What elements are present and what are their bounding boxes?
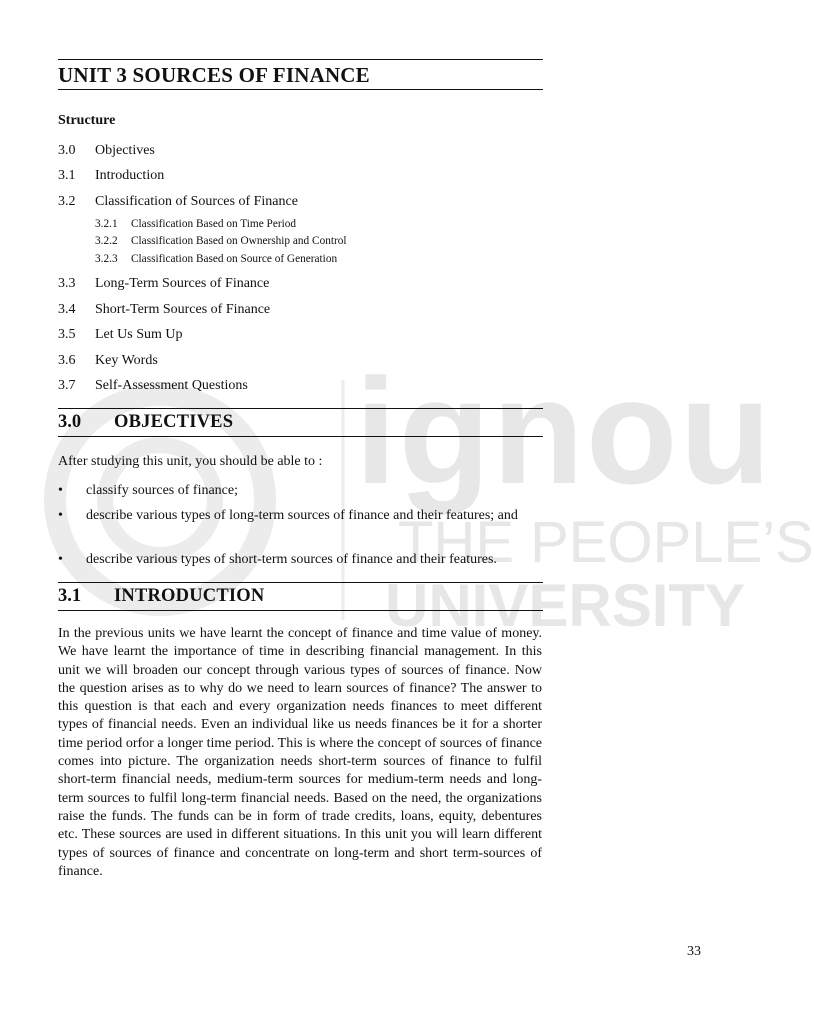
bullet-icon: • (58, 552, 63, 567)
toc-subitem-label: Classification Based on Ownership and Control (131, 235, 347, 247)
objectives-top-rule (58, 408, 543, 409)
unit-title: UNIT 3 SOURCES OF FINANCE (58, 63, 370, 87)
toc-item-number: 3.2 (58, 194, 76, 209)
toc-item-label: Objectives (95, 143, 155, 158)
bullet-icon: • (58, 508, 63, 523)
section-number: 3.0 (58, 412, 82, 432)
toc-subitem-number: 3.2.2 (95, 235, 118, 247)
toc-subitem-label: Classification Based on Source of Generation (131, 253, 338, 265)
toc-subitem-number: 3.2.1 (95, 218, 118, 230)
toc-item-label: Introduction (95, 168, 165, 183)
watermark-line2: UNIVERSITY (385, 572, 746, 639)
bullet-text: describe various types of long-term sources of finance and their features; and (86, 508, 518, 523)
structure-heading: Structure (58, 113, 116, 128)
objectives-intro: After studying this unit, you should be able to : (58, 454, 323, 469)
toc-item-label: Short-Term Sources of Finance (95, 302, 271, 317)
toc-item-label: Key Words (95, 353, 158, 368)
toc-subitem-label: Classification Based on Time Period (131, 218, 297, 230)
bullet-text: describe various types of short-term sources of finance and their features. (86, 552, 497, 567)
title-bottom-rule (58, 89, 543, 90)
toc-item-number: 3.3 (58, 276, 76, 291)
watermark-word: ignou (355, 347, 774, 515)
bullet-icon: • (58, 483, 63, 498)
section-number: 3.1 (58, 586, 82, 606)
watermark-line1: THE PEOPLE’S (398, 510, 814, 575)
introduction-bottom-rule (58, 610, 543, 611)
toc-item-number: 3.6 (58, 353, 76, 368)
section-title: OBJECTIVES (114, 412, 234, 432)
page-number: 33 (687, 944, 701, 959)
toc-item-label: Let Us Sum Up (95, 327, 183, 342)
bullet-text: classify sources of finance; (86, 483, 238, 498)
toc-item-label: Classification of Sources of Finance (95, 194, 298, 209)
toc-item-number: 3.7 (58, 378, 76, 393)
introduction-paragraph: In the previous units we have learnt the concept of finance and time value of money. We have learnt the importance of time in describing financial management. In this unit we will broaden our concept through various types of sources of finance. Now the question arises as to why do we need to learn sources of finance? The answer to this question is that each and every organization needs finances to meet different types of financial needs. Even an individual like us needs finances be it for a shorter time period orfor a longer time period. This is where the concept of sources of finance comes into picture. The organization needs short-term sources of finance to fulfil short-term financial needs, medium-term sources for medium-term needs and long-term sources to fulfil long-term financial needs. Based on the need, the organizations raise the funds. The funds can be in form of trade credits, loans, equity, debentures etc. These sources are used in different situations. In this unit you will learn different types of sources of finance and concentrate on long-term and short term-sources of finance. (58, 626, 542, 879)
toc-item-number: 3.1 (58, 168, 76, 183)
toc-item-label: Long-Term Sources of Finance (95, 276, 270, 291)
introduction-top-rule (58, 582, 543, 583)
toc-item-number: 3.0 (58, 143, 76, 158)
toc-item-number: 3.4 (58, 302, 76, 317)
section-title: INTRODUCTION (114, 586, 265, 606)
toc-item-label: Self-Assessment Questions (95, 378, 248, 393)
title-top-rule (58, 59, 543, 60)
objectives-bottom-rule (58, 436, 543, 437)
toc-item-number: 3.5 (58, 327, 76, 342)
toc-subitem-number: 3.2.3 (95, 253, 118, 265)
